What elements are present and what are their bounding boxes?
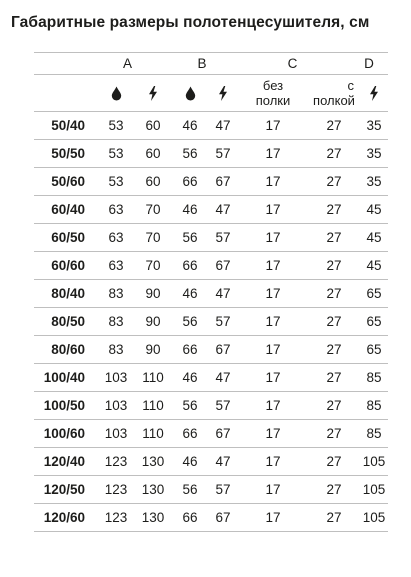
b-water-cell: 56 <box>182 146 198 161</box>
d-electric-cell: 105 <box>362 454 386 469</box>
size-cell: 80/60 <box>51 342 85 357</box>
c-with-shelf-cell: 27 <box>326 454 342 469</box>
a-water-cell: 103 <box>104 370 128 385</box>
b-electric-cell: 67 <box>215 258 231 273</box>
table-row <box>34 252 388 280</box>
table-row <box>34 112 388 140</box>
a-water-cell: 63 <box>108 202 124 217</box>
d-electric-cell: 105 <box>362 482 386 497</box>
table-title: Габаритные размеры полотенцесушителя, см <box>11 14 370 31</box>
b-electric-cell: 57 <box>215 482 231 497</box>
dimensions-table <box>34 52 388 532</box>
d-electric-cell: 105 <box>362 510 386 525</box>
size-cell: 60/40 <box>51 202 85 217</box>
size-cell: 120/60 <box>43 510 85 525</box>
c-with-shelf-cell: 27 <box>326 146 342 161</box>
d-electric-cell: 85 <box>366 370 382 385</box>
table-body <box>34 112 388 532</box>
c-no-shelf-cell: 17 <box>265 286 281 301</box>
b-electric-cell: 57 <box>215 398 231 413</box>
c-no-shelf-cell: 17 <box>265 510 281 525</box>
group-c-header: C <box>287 56 298 71</box>
b-electric-cell: 57 <box>215 314 231 329</box>
c-no-shelf-cell: 17 <box>265 118 281 133</box>
size-cell: 60/50 <box>51 230 85 245</box>
group-a-header: A <box>122 56 132 71</box>
c-with-shelf-cell: 27 <box>326 230 342 245</box>
table-row <box>34 392 388 420</box>
c-no-shelf-cell: 17 <box>265 482 281 497</box>
a-water-cell: 103 <box>104 426 128 441</box>
c-no-shelf-cell: 17 <box>265 202 281 217</box>
subheader-row <box>34 75 388 112</box>
c-no-shelf-cell: 17 <box>265 258 281 273</box>
c-no-shelf-cell: 17 <box>265 426 281 441</box>
a-electric-cell: 90 <box>145 342 161 357</box>
size-cell: 100/50 <box>43 398 85 413</box>
a-water-cell: 83 <box>108 314 124 329</box>
a-water-cell: 63 <box>108 258 124 273</box>
c-no-shelf-line2: полки <box>255 93 291 108</box>
c-with-shelf-cell: 27 <box>326 482 342 497</box>
a-electric-cell: 60 <box>145 146 161 161</box>
a-electric-cell: 90 <box>145 314 161 329</box>
table-row <box>34 224 388 252</box>
c-no-shelf-line1: без <box>262 78 284 93</box>
d-electric-cell: 65 <box>366 314 382 329</box>
table-row <box>34 280 388 308</box>
b-electric-cell: 47 <box>215 286 231 301</box>
b-electric-cell: 67 <box>215 510 231 525</box>
b-electric-cell: 57 <box>215 230 231 245</box>
b-electric-cell: 67 <box>215 174 231 189</box>
d-electric-cell: 35 <box>366 118 382 133</box>
size-cell: 50/40 <box>51 118 85 133</box>
size-cell: 80/40 <box>51 286 85 301</box>
b-water-cell: 56 <box>182 314 198 329</box>
size-cell: 120/40 <box>43 454 85 469</box>
b-electric-cell: 57 <box>215 146 231 161</box>
c-with-shelf-cell: 27 <box>326 174 342 189</box>
a-electric-cell: 70 <box>145 230 161 245</box>
a-electric-cell: 60 <box>145 118 161 133</box>
d-electric-cell: 45 <box>366 258 382 273</box>
table-row <box>34 504 388 532</box>
c-no-shelf-cell: 17 <box>265 342 281 357</box>
a-electric-cell: 130 <box>141 454 165 469</box>
size-cell: 50/50 <box>51 146 85 161</box>
size-cell: 50/60 <box>51 174 85 189</box>
c-with-shelf-cell: 27 <box>326 398 342 413</box>
group-b-header: B <box>197 56 207 71</box>
table-row <box>34 364 388 392</box>
d-electric-cell: 65 <box>366 286 382 301</box>
a-electric-cell: 110 <box>142 370 164 385</box>
table-row <box>34 196 388 224</box>
size-cell: 100/60 <box>43 426 85 441</box>
c-with-shelf-cell: 27 <box>326 258 342 273</box>
c-with-shelf-cell: 27 <box>326 202 342 217</box>
table-row <box>34 336 388 364</box>
size-cell: 60/60 <box>51 258 85 273</box>
group-header-row <box>34 52 388 75</box>
a-water-cell: 53 <box>108 118 124 133</box>
a-water-cell: 123 <box>104 510 128 525</box>
c-with-shelf-line2: полкой <box>313 93 355 108</box>
c-with-shelf-line1: с <box>347 78 354 93</box>
c-no-shelf-cell: 17 <box>265 314 281 329</box>
d-electric-cell: 35 <box>366 174 382 189</box>
b-electric-cell: 47 <box>215 370 231 385</box>
a-water-cell: 83 <box>108 342 124 357</box>
size-cell: 80/50 <box>51 314 85 329</box>
b-water-cell: 46 <box>182 370 198 385</box>
table-row <box>34 476 388 504</box>
b-electric-cell: 47 <box>215 202 231 217</box>
table-row <box>34 168 388 196</box>
lightning-bolt-icon <box>136 75 170 111</box>
c-no-shelf-cell: 17 <box>265 146 281 161</box>
a-electric-cell: 90 <box>145 286 161 301</box>
c-with-shelf-cell: 27 <box>326 342 342 357</box>
a-electric-cell: 70 <box>145 258 161 273</box>
b-water-cell: 56 <box>182 230 198 245</box>
water-drop-icon <box>170 75 210 111</box>
a-electric-cell: 110 <box>142 426 164 441</box>
a-water-cell: 123 <box>104 482 128 497</box>
b-water-cell: 66 <box>182 510 198 525</box>
c-with-shelf-cell: 27 <box>326 510 342 525</box>
size-cell: 120/50 <box>43 482 85 497</box>
water-drop-icon <box>95 75 137 111</box>
table-row <box>34 420 388 448</box>
b-water-cell: 46 <box>182 454 198 469</box>
b-electric-cell: 47 <box>215 454 231 469</box>
c-with-shelf-header <box>304 75 364 111</box>
a-water-cell: 63 <box>108 230 124 245</box>
c-with-shelf-cell: 27 <box>326 370 342 385</box>
c-with-shelf-cell: 27 <box>326 314 342 329</box>
b-water-cell: 46 <box>182 286 198 301</box>
b-electric-cell: 67 <box>215 342 231 357</box>
a-electric-cell: 70 <box>145 202 161 217</box>
table-row <box>34 448 388 476</box>
c-no-shelf-cell: 17 <box>265 370 281 385</box>
d-electric-cell: 85 <box>366 398 382 413</box>
d-electric-cell: 35 <box>366 146 382 161</box>
lightning-bolt-icon <box>360 75 388 111</box>
a-electric-cell: 60 <box>145 174 161 189</box>
c-no-shelf-cell: 17 <box>265 454 281 469</box>
a-water-cell: 53 <box>108 146 124 161</box>
c-with-shelf-cell: 27 <box>326 118 342 133</box>
group-d-header: D <box>364 56 374 71</box>
a-electric-cell: 130 <box>141 482 165 497</box>
b-water-cell: 56 <box>182 482 198 497</box>
c-no-shelf-header <box>238 75 308 111</box>
b-water-cell: 56 <box>182 398 198 413</box>
a-electric-cell: 110 <box>142 398 164 413</box>
c-no-shelf-cell: 17 <box>265 230 281 245</box>
b-electric-cell: 67 <box>215 426 231 441</box>
b-water-cell: 66 <box>182 426 198 441</box>
c-with-shelf-cell: 27 <box>326 286 342 301</box>
a-water-cell: 53 <box>108 174 124 189</box>
table-row <box>34 140 388 168</box>
b-water-cell: 46 <box>182 118 198 133</box>
d-electric-cell: 65 <box>366 342 382 357</box>
c-with-shelf-cell: 27 <box>326 426 342 441</box>
a-water-cell: 123 <box>104 454 128 469</box>
table-row <box>34 308 388 336</box>
b-water-cell: 66 <box>182 258 198 273</box>
b-electric-cell: 47 <box>215 118 231 133</box>
c-no-shelf-cell: 17 <box>265 398 281 413</box>
a-electric-cell: 130 <box>141 510 165 525</box>
size-cell: 100/40 <box>43 370 85 385</box>
d-electric-cell: 45 <box>366 230 382 245</box>
b-water-cell: 66 <box>182 342 198 357</box>
a-water-cell: 103 <box>104 398 128 413</box>
lightning-bolt-icon <box>208 75 238 111</box>
b-water-cell: 66 <box>182 174 198 189</box>
c-no-shelf-cell: 17 <box>265 174 281 189</box>
d-electric-cell: 45 <box>366 202 382 217</box>
b-water-cell: 46 <box>182 202 198 217</box>
d-electric-cell: 85 <box>366 426 382 441</box>
a-water-cell: 83 <box>108 286 124 301</box>
